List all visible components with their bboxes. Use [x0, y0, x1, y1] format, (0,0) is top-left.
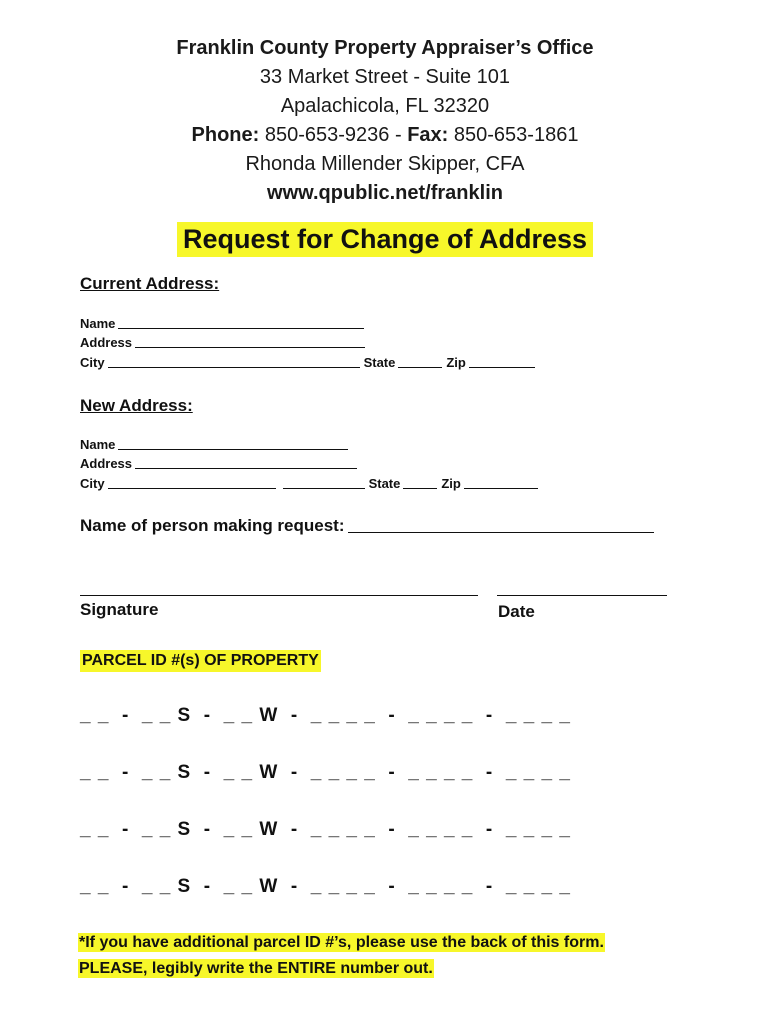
new-state-blank[interactable] — [403, 476, 437, 489]
parcel-id-row[interactable]: _ _ - _ _ S - _ _ W - _ _ _ _ - _ _ _ _ - _ _ _ _ — [80, 762, 571, 783]
requester-label: Name of person making request: — [80, 516, 345, 535]
new-name-label: Name — [80, 437, 116, 452]
current-city-field[interactable] — [80, 355, 539, 370]
new-zip-blank[interactable] — [464, 476, 538, 489]
office-city: Apalachicola, FL 32320 — [280, 95, 490, 117]
new-address-blank[interactable] — [135, 456, 357, 469]
parcel-id-row[interactable]: _ _ - _ _ S - _ _ W - _ _ _ _ - _ _ _ _ - _ _ _ _ — [80, 705, 571, 726]
new-state-label: State — [368, 476, 401, 491]
current-state-label: State — [363, 355, 396, 370]
new-city-blank-2[interactable] — [283, 476, 365, 489]
requester-field[interactable] — [80, 516, 658, 536]
date-line[interactable] — [497, 595, 667, 596]
current-address-blank[interactable] — [135, 335, 365, 348]
fax-label: Fax: — [407, 124, 449, 146]
additional-parcels-note — [78, 930, 605, 982]
parcel-id-row[interactable]: _ _ - _ _ S - _ _ W - _ _ _ _ - _ _ _ _ - _ _ _ _ — [80, 819, 571, 840]
new-name-field[interactable] — [80, 437, 352, 452]
phone-number: 850-653-9236 — [264, 124, 390, 146]
requester-blank[interactable] — [348, 518, 654, 533]
current-state-blank[interactable] — [398, 355, 442, 368]
new-zip-label: Zip — [441, 476, 461, 491]
new-address-heading: New Address: — [80, 396, 193, 415]
current-address-heading: Current Address: — [80, 274, 220, 293]
new-name-blank[interactable] — [118, 437, 348, 450]
current-address-label: Address — [80, 335, 133, 350]
current-address-field[interactable] — [80, 335, 369, 350]
note-line-2: PLEASE, legibly write the ENTIRE number out. — [79, 960, 433, 977]
current-name-label: Name — [80, 316, 116, 331]
office-header — [0, 34, 770, 208]
office-street: 33 Market Street - Suite 101 — [259, 66, 511, 88]
new-city-blank[interactable] — [108, 476, 276, 489]
signature-line[interactable] — [80, 595, 478, 596]
form-title-wrap — [0, 222, 770, 257]
appraiser-name: Rhonda Millender Skipper, CFA — [245, 153, 525, 175]
form-title: Request for Change of Address — [177, 222, 593, 257]
office-name: Franklin County Property Appraiser’s Office — [176, 37, 594, 59]
current-zip-blank[interactable] — [469, 355, 535, 368]
office-website: www.qpublic.net/franklin — [267, 182, 503, 204]
parcel-id-row[interactable]: _ _ - _ _ S - _ _ W - _ _ _ _ - _ _ _ _ - _ _ _ _ — [80, 876, 571, 897]
new-address-label: Address — [80, 456, 133, 471]
date-label: Date — [498, 602, 535, 621]
contact-separator: - — [389, 124, 408, 146]
current-zip-label: Zip — [446, 355, 466, 370]
signature-label: Signature — [80, 600, 159, 619]
new-city-label: City — [80, 476, 105, 491]
current-name-blank[interactable] — [118, 316, 364, 329]
phone-label: Phone: — [191, 124, 260, 146]
new-address-field[interactable] — [80, 456, 361, 471]
new-city-field[interactable] — [80, 476, 542, 491]
current-city-blank[interactable] — [108, 355, 360, 368]
fax-number: 850-653-1861 — [453, 124, 579, 146]
parcel-heading: PARCEL ID #(s) OF PROPERTY — [80, 650, 321, 672]
note-line-1: *If you have additional parcel ID #’s, please use the back of this form. — [79, 934, 604, 951]
office-contact — [0, 121, 770, 150]
current-name-field[interactable] — [80, 316, 368, 331]
current-city-label: City — [80, 355, 105, 370]
